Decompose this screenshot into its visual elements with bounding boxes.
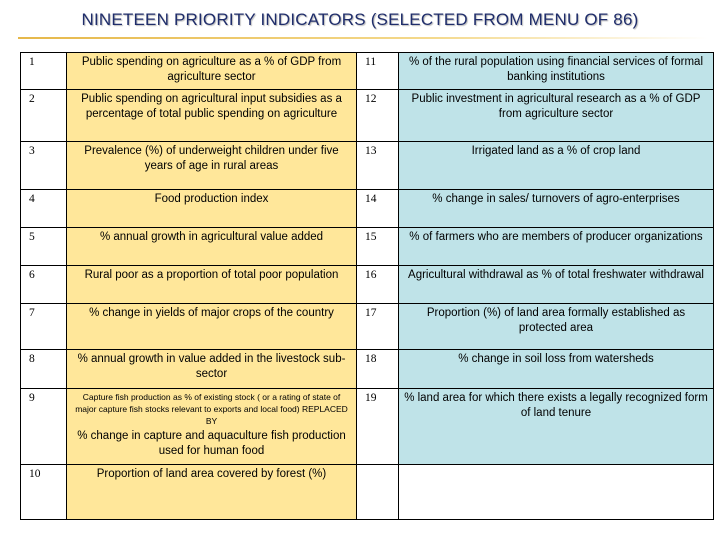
table-row bbox=[21, 142, 714, 190]
indicator-description: Proportion of land area covered by forest (%) bbox=[67, 465, 357, 520]
indicator-number: 6 bbox=[21, 266, 67, 304]
indicator-description: Public spending on agricultural input subsidies as a percentage of total public spending on agriculture bbox=[67, 90, 357, 142]
indicator-description: Public spending on agriculture as a % of GDP from agriculture sector bbox=[67, 53, 357, 90]
indicator-description bbox=[67, 389, 357, 465]
table-row bbox=[21, 304, 714, 350]
indicator-description: Proportion (%) of land area formally established as protected area bbox=[399, 304, 714, 350]
indicator-number: 16 bbox=[357, 266, 399, 304]
indicator-description: Prevalence (%) of underweight children under five years of age in rural areas bbox=[67, 142, 357, 190]
indicator-description: % change in sales/ turnovers of agro-enterprises bbox=[399, 190, 714, 228]
indicator-number: 2 bbox=[21, 90, 67, 142]
indicator-number: 17 bbox=[357, 304, 399, 350]
title-underline bbox=[18, 37, 708, 39]
indicator-description: Agricultural withdrawal as % of total freshwater withdrawal bbox=[399, 266, 714, 304]
indicators-table bbox=[20, 52, 714, 520]
table-row bbox=[21, 350, 714, 389]
indicator-number: 15 bbox=[357, 228, 399, 266]
empty-cell bbox=[399, 465, 714, 520]
indicator-description: % land area for which there exists a legally recognized form of land tenure bbox=[399, 389, 714, 465]
indicator-number: 3 bbox=[21, 142, 67, 190]
table-row bbox=[21, 389, 714, 465]
indicator-description: % annual growth in value added in the livestock sub-sector bbox=[67, 350, 357, 389]
indicator-number: 7 bbox=[21, 304, 67, 350]
indicator-number: 1 bbox=[21, 53, 67, 90]
table-row bbox=[21, 465, 714, 520]
indicator-description: % change in soil loss from watersheds bbox=[399, 350, 714, 389]
indicator-number: 11 bbox=[357, 53, 399, 90]
indicator-description: Food production index bbox=[67, 190, 357, 228]
empty-cell bbox=[357, 465, 399, 520]
indicator-number: 8 bbox=[21, 350, 67, 389]
indicator-number: 9 bbox=[21, 389, 67, 465]
indicator-number: 12 bbox=[357, 90, 399, 142]
table-row bbox=[21, 53, 714, 90]
indicator-number: 13 bbox=[357, 142, 399, 190]
indicator-description: % change in yields of major crops of the country bbox=[67, 304, 357, 350]
page-title: NINETEEN PRIORITY INDICATORS (SELECTED FROM MENU OF 86) bbox=[81, 10, 639, 29]
indicator-number: 19 bbox=[357, 389, 399, 465]
table-row bbox=[21, 90, 714, 142]
indicator-number: 5 bbox=[21, 228, 67, 266]
indicator-description: Irrigated land as a % of crop land bbox=[399, 142, 714, 190]
table-row bbox=[21, 266, 714, 304]
indicator-description: Public investment in agricultural research as a % of GDP from agriculture sector bbox=[399, 90, 714, 142]
indicator-number: 4 bbox=[21, 190, 67, 228]
indicator-number: 14 bbox=[357, 190, 399, 228]
replacement-indicator-text: % change in capture and aquaculture fish production used for human food bbox=[77, 430, 346, 457]
indicator-description: Rural poor as a proportion of total poor population bbox=[67, 266, 357, 304]
indicator-number: 18 bbox=[357, 350, 399, 389]
indicator-number: 10 bbox=[21, 465, 67, 520]
table-row bbox=[21, 228, 714, 266]
replaced-indicator-text: Capture fish production as % of existing stock ( or a rating of state of major capture fish stocks relevant to exports and local food) REPLACED BY bbox=[75, 392, 348, 426]
indicator-description: % of farmers who are members of producer organizations bbox=[399, 228, 714, 266]
indicator-description: % annual growth in agricultural value added bbox=[67, 228, 357, 266]
table-row bbox=[21, 190, 714, 228]
indicator-description: % of the rural population using financial services of formal banking institutions bbox=[399, 53, 714, 90]
